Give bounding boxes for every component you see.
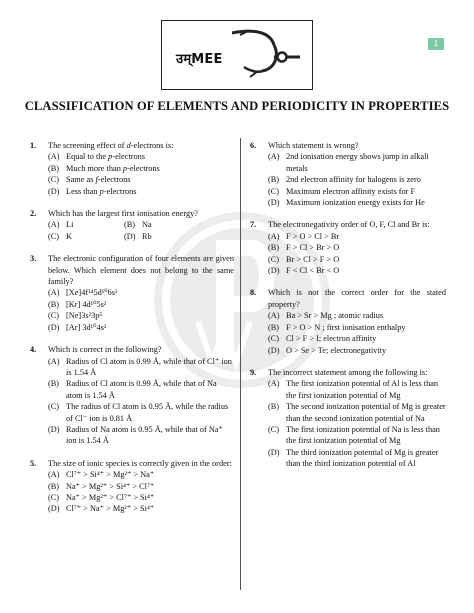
option-a: (A) F > O > Cl > Br [268, 231, 340, 241]
option-a: (A) Equal to the p-electrons [48, 152, 146, 162]
question-number: 9. [250, 367, 257, 377]
option-c: (C) Cl > F > I; electron affinity [268, 334, 377, 344]
question-number: 2. [30, 209, 37, 219]
option-d: (D) The third ionization potential of Mg is greater than the third ionization potential of Al [268, 447, 439, 469]
option-b: (B) F > O > N ; first ionisation enthalpy [268, 322, 406, 332]
option-d: (D) Less than p-electrons [48, 186, 137, 196]
question-number: 1. [30, 141, 37, 150]
question-number: 8. [250, 288, 257, 298]
option-d: (D) Maximum ionization energy exists for He [268, 198, 425, 208]
option-a: (A) [Xe]4f¹⁴5d¹⁰6s² [48, 288, 118, 298]
question-3 [30, 253, 234, 333]
option-c: (C) Br > Cl > F > O [268, 254, 340, 264]
option-b: (B) F > Cl > Br > O [268, 243, 340, 253]
page-title: CLASSIFICATION OF ELEMENTS AND PERIODICITY IN PROPERTIES [24, 99, 450, 113]
question-6 [250, 140, 446, 208]
question-stem: The electronegativity order of O, F, Cl and Br is: [268, 220, 430, 230]
question-stem: Which has the largest first ionisation energy? [48, 209, 198, 219]
option-a: (A) Radius of Cl atom is 0.99 Å, while that of Cl⁺ ion is 1.54 Å [48, 356, 232, 377]
question-number: 3. [30, 254, 37, 264]
option-a: (A) The first ionization potential of Al is less than the first ionization potential of Mg [268, 379, 439, 400]
question-number: 6. [250, 141, 257, 150]
option-a: (A) Ba > Sr > Mg ; atomic radius [268, 311, 384, 321]
question-number: 7. [250, 220, 257, 230]
option-b: (B) Na⁺ > Mg²⁺ > Si⁴⁺ > Cl⁷⁺ [48, 481, 155, 491]
option-c: (C) Same as f-electrons [48, 175, 131, 185]
page-number-badge: 1 [428, 38, 444, 50]
option-d: (D) Rb [124, 231, 152, 241]
question-stem: Which is not the correct order for the stated property? [268, 288, 446, 309]
brand-logo [161, 20, 313, 90]
option-a: (A) Cl⁷⁺ > Si⁴⁺ > Mg²⁺ > Na⁺ [48, 470, 155, 480]
logo-text: उम्MEE [176, 52, 223, 67]
question-stem: The size of ionic species is correctly given in the order: [48, 458, 232, 468]
option-d: (D) Cl⁷⁺ > Na⁺ > Mg²⁺ > Si⁴⁺ [48, 504, 155, 514]
option-c: (C) The radius of Cl atom is 0.95 Å, while the radius of Cl⁻ ion is 0.81 Å [48, 402, 229, 423]
option-c: (C) Maximum electron affinity exists for F [268, 186, 416, 196]
question-stem: The electronic configuration of four elements are given below. Which element does not belong to the same family? [48, 254, 234, 287]
right-column [250, 140, 446, 481]
option-b: (B) [Kr] 4d¹⁰5s² [48, 299, 107, 309]
option-b: (B) Much more than p-electrons [48, 163, 160, 173]
option-a: (A) Li [48, 220, 74, 230]
question-number: 4. [30, 345, 37, 355]
option-d: (D) O > Se > Te; electronegativity [268, 345, 387, 355]
option-b: (B) Radius of Cl atom is 0.99 Å, while that of Na atom is 1.54 Å [48, 379, 217, 400]
question-9 [250, 367, 446, 470]
question-1 [30, 140, 234, 197]
left-column [30, 140, 234, 526]
question-stem: The incorrect statement among the following is: [268, 367, 428, 377]
option-d: (D) F < Cl < Br < O [268, 266, 340, 276]
option-c: (C) The first ionization potential of Na is less than the first ionization potential of Mg [268, 424, 440, 446]
question-stem: Which is correct in the following? [48, 345, 162, 355]
option-d: (D) Radius of Na atom is 0.95 Å, while that of Na⁺ ion is 1.54 Å [48, 424, 223, 446]
option-b: (B) The second ionization potential of Mg is greater than the second ionization potential of Na [268, 402, 446, 423]
option-b: (B) 2nd electron affinity for halogens is zero [268, 175, 421, 185]
column-divider [240, 138, 241, 590]
option-b: (B) Na [124, 220, 152, 230]
question-2 [30, 208, 234, 242]
question-number: 5. [30, 458, 37, 468]
option-c: (C) [Ne]3s²3p⁵ [48, 311, 103, 321]
option-c: (C) Na⁺ > Mg²⁺ > Cl⁷⁺ > Si⁴⁺ [48, 492, 155, 502]
question-stem: Which statement is wrong? [268, 141, 359, 150]
question-8 [250, 287, 446, 355]
option-a: (A) 2nd ionisation energy shows jump in alkali metals [268, 152, 429, 173]
question-stem: The screening effect of d-electrons is: [48, 141, 174, 150]
question-7 [250, 219, 446, 276]
option-c: (C) K [48, 231, 72, 241]
question-5 [30, 458, 234, 515]
question-4 [30, 344, 234, 447]
option-d: (D) [Ar] 3d¹⁰4s² [48, 322, 107, 332]
